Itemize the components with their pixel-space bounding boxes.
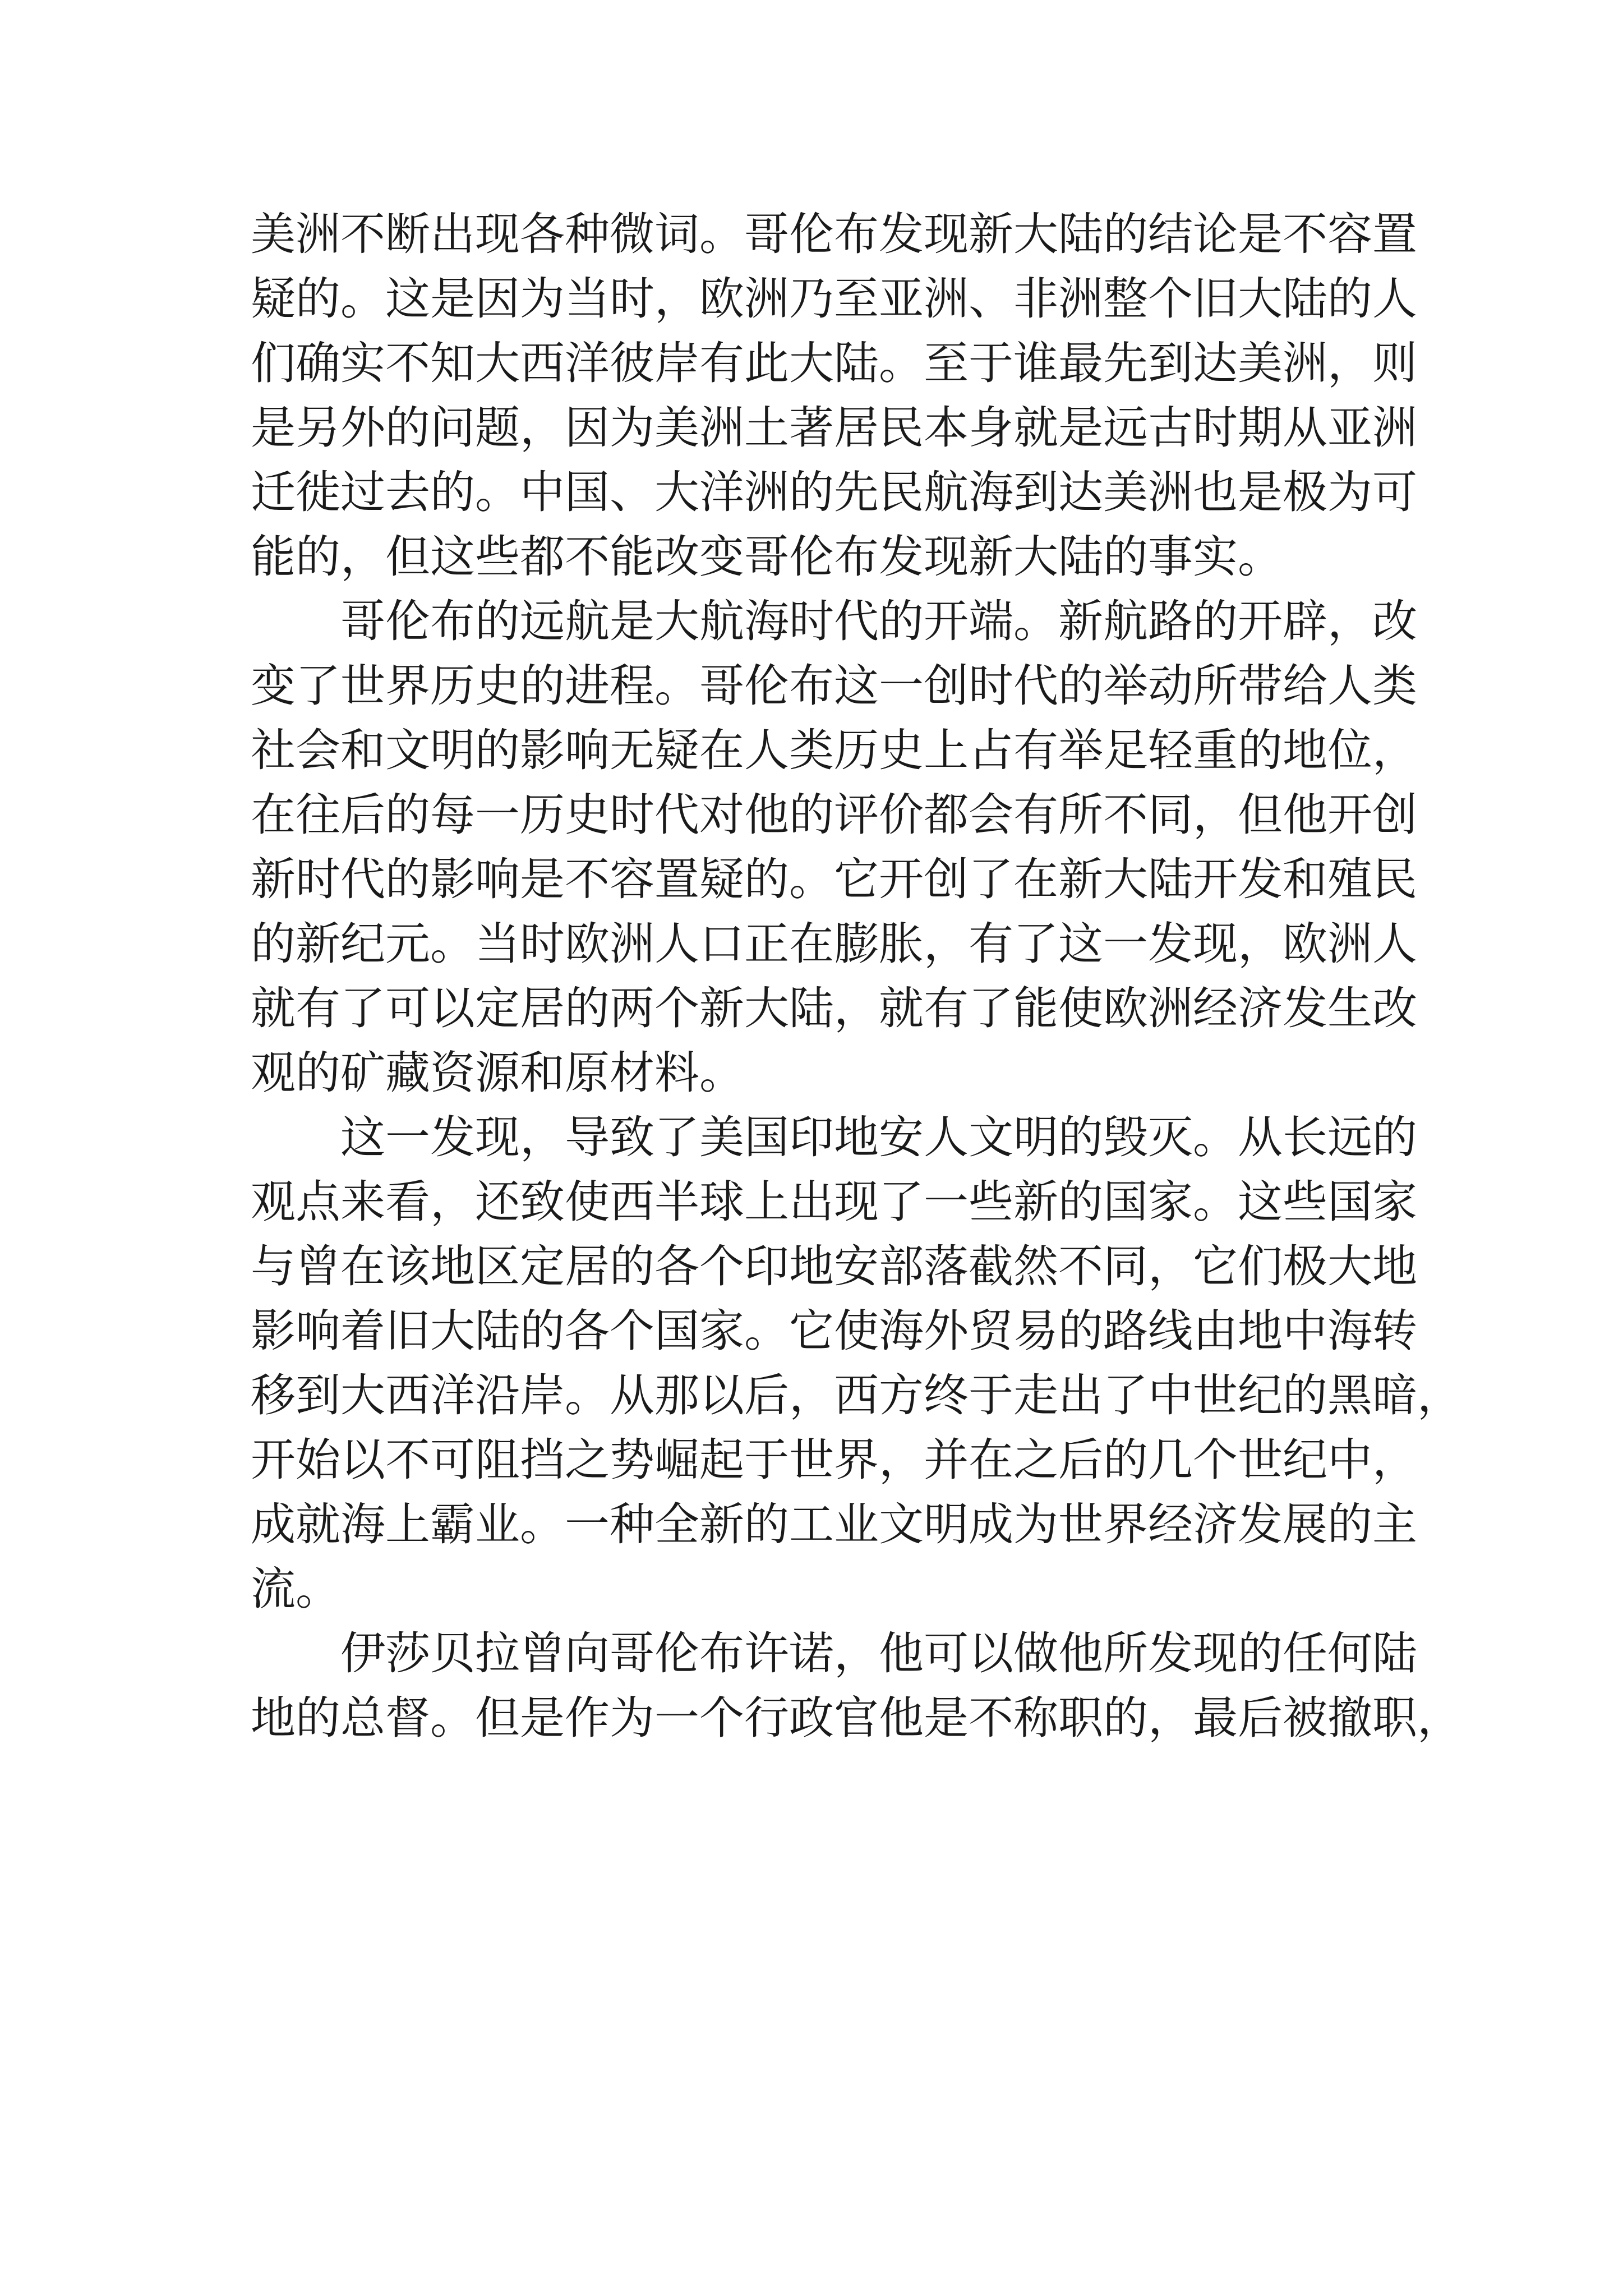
text-line: 在往后的每一历史时代对他的评价都会有所不同，但他开创: [251, 789, 1417, 841]
text-line: 开始以不可阻挡之势崛起于世界，并在之后的几个世纪中，: [251, 1434, 1417, 1486]
text-line: 社会和文明的影响无疑在人类历史上占有举足轻重的地位，: [251, 724, 1417, 776]
paragraph-2: [251, 589, 1417, 1105]
text-line: 这一发现，导致了美国印地安人文明的毁灭。从长远的: [340, 1111, 1417, 1163]
text-line: 观的矿藏资源和原材料。: [251, 1047, 744, 1099]
paragraph-4: [251, 1621, 1462, 1750]
text-line: 变了世界历史的进程。哥伦布这一创时代的举动所带给人类: [251, 660, 1417, 712]
text-line: 伊莎贝拉曾向哥伦布许诺，他可以做他所发现的任何陆: [340, 1627, 1417, 1680]
text-line: 地的总督。但是作为一个行政官他是不称职的，最后被撤职，: [251, 1692, 1462, 1744]
text-line: 流。: [251, 1563, 340, 1615]
text-line: 疑的。这是因为当时，欧洲乃至亚洲、非洲整个旧大陆的人: [251, 273, 1417, 325]
text-line: 是另外的问题，因为美洲土著居民本身就是远古时期从亚洲: [251, 402, 1417, 454]
text-line: 就有了可以定居的两个新大陆，就有了能使欧洲经济发生改: [251, 982, 1417, 1034]
paragraph-1: [251, 202, 1417, 589]
text-line: 们确实不知大西洋彼岸有此大陆。至于谁最先到达美洲，则: [251, 337, 1417, 389]
text-line: 影响着旧大陆的各个国家。它使海外贸易的路线由地中海转: [251, 1305, 1417, 1357]
paragraph-3: [251, 1105, 1462, 1621]
text-line: 迁徙过去的。中国、大洋洲的先民航海到达美洲也是极为可: [251, 466, 1417, 518]
text-line: 成就海上霸业。一种全新的工业文明成为世界经济发展的主: [251, 1498, 1417, 1550]
text-line: 新时代的影响是不容置疑的。它开创了在新大陆开发和殖民: [251, 853, 1417, 905]
text-line: 美洲不断出现各种微词。哥伦布发现新大陆的结论是不容置: [251, 208, 1417, 260]
text-line: 与曾在该地区定居的各个印地安部落截然不同，它们极大地: [251, 1240, 1417, 1292]
text-line: 能的，但这些都不能改变哥伦布发现新大陆的事实。: [251, 531, 1283, 583]
text-line: 哥伦布的远航是大航海时代的开端。新航路的开辟，改: [340, 595, 1417, 647]
text-line: 观点来看，还致使西半球上出现了一些新的国家。这些国家: [251, 1176, 1417, 1228]
text-line: 移到大西洋沿岸。从那以后，西方终于走出了中世纪的黑暗，: [251, 1369, 1462, 1421]
text-line: 的新纪元。当时欧洲人口正在膨胀，有了这一发现，欧洲人: [251, 918, 1417, 970]
body-text: [251, 202, 1462, 1750]
